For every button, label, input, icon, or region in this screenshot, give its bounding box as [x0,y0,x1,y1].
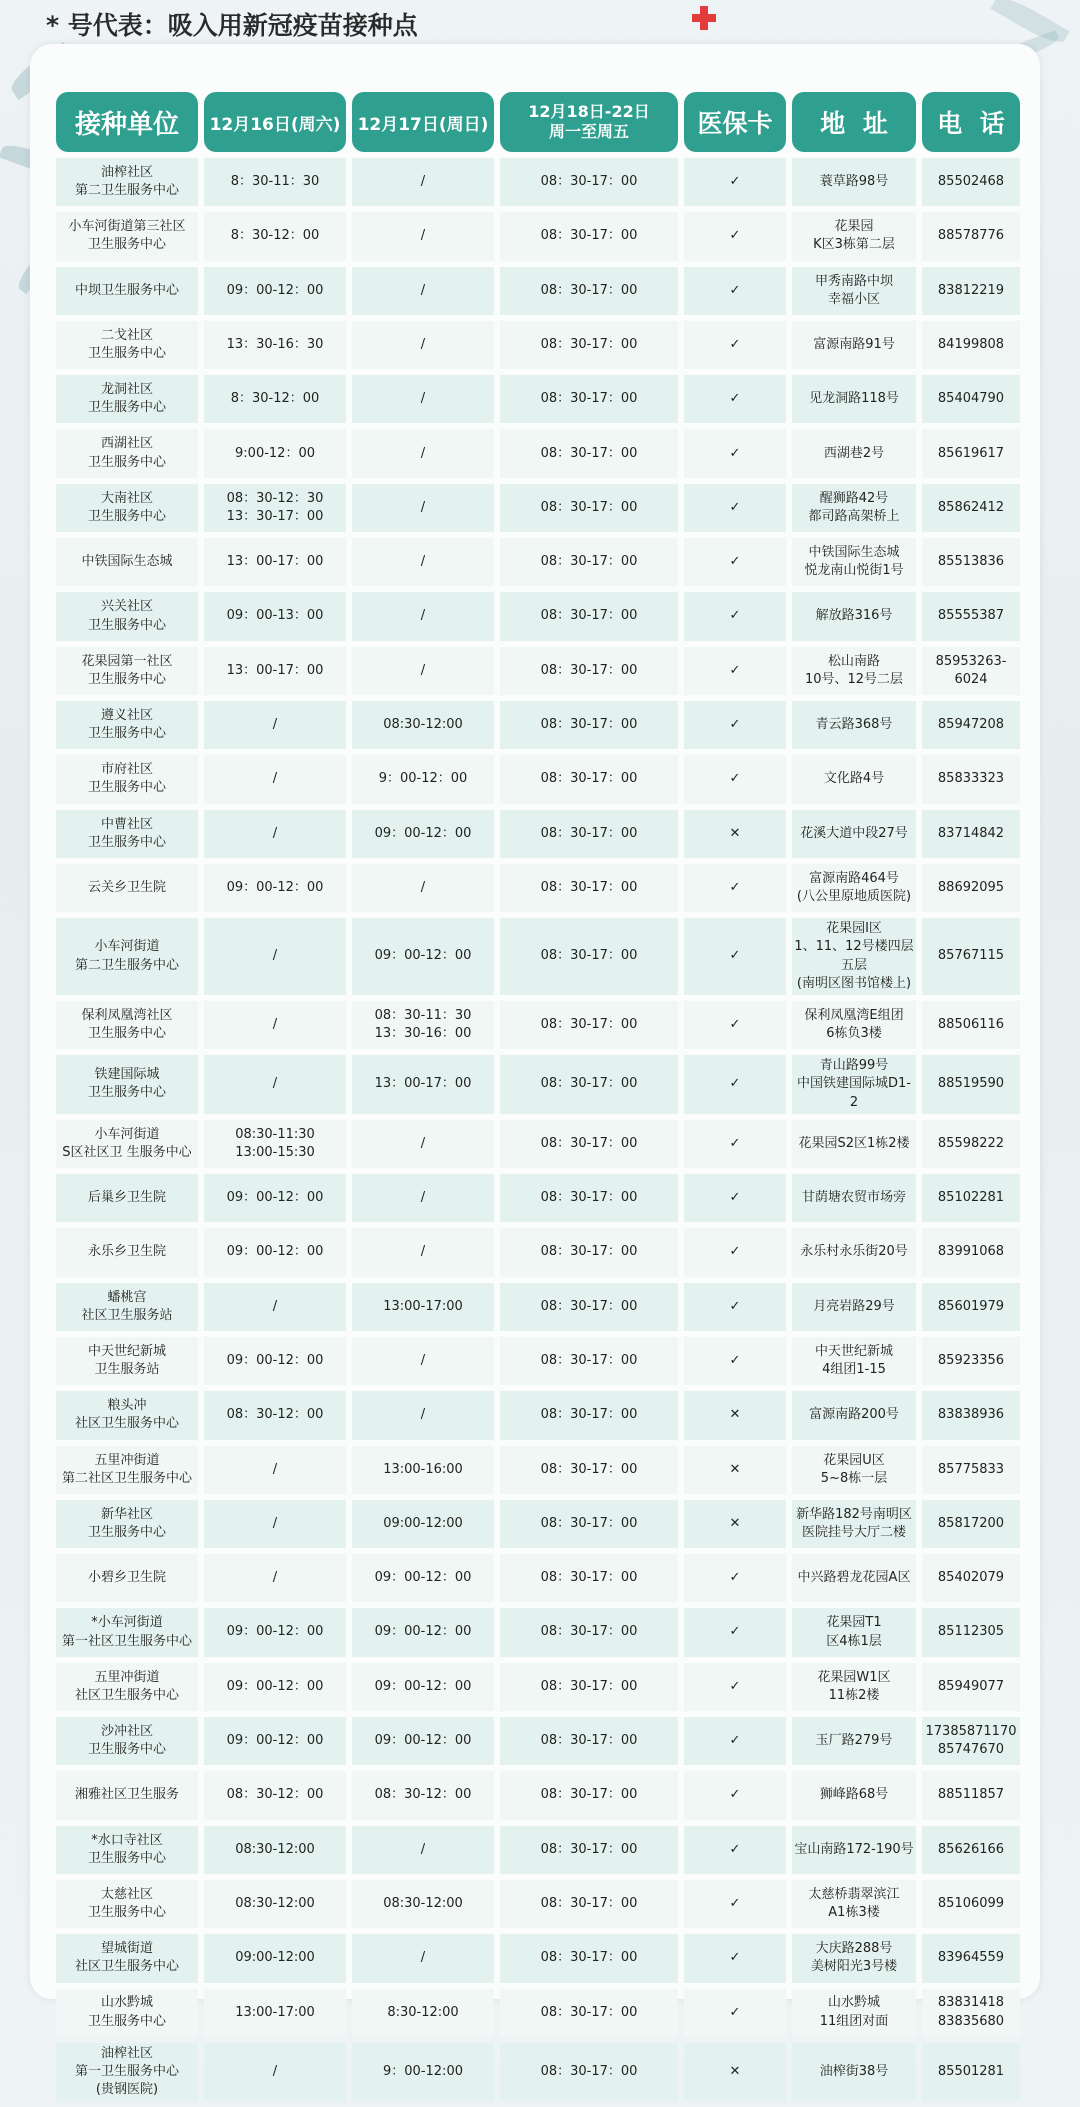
cell-dec17-hours: / [352,484,494,532]
cell-insurance-card: ✓ [684,1228,786,1276]
cell-address: 山水黔城 11组团对面 [792,1989,916,2037]
table-row [56,1663,1020,1711]
cell-dec16-hours: 09:00-12:00 [204,1934,346,1982]
cell-unit: 市府社区 卫生服务中心 [56,755,198,803]
table-row [56,321,1020,369]
cell-insurance-card: ✓ [684,1337,786,1385]
cell-insurance-card: ✓ [684,267,786,315]
cell-insurance-card: ✓ [684,1934,786,1982]
cell-weekday-hours: 08：30-17：00 [500,158,678,206]
cell-address: 油榨街38号 [792,2043,916,2102]
cell-weekday-hours: 08：30-17：00 [500,1717,678,1765]
cell-dec17-hours: / [352,158,494,206]
cell-insurance-card: ✓ [684,158,786,206]
cell-phone: 83812219 [922,267,1020,315]
cell-unit: 山水黔城 卫生服务中心 [56,1989,198,2037]
cell-phone: 83831418 83835680 [922,1989,1020,2037]
column-header-unit: 接种单位 [56,92,198,152]
vaccination-schedule-table [50,86,1026,2107]
cell-phone: 85502468 [922,158,1020,206]
cell-phone: 84199808 [922,321,1020,369]
cell-weekday-hours: 08：30-17：00 [500,1934,678,1982]
cell-dec16-hours: 09：00-12：00 [204,267,346,315]
cell-insurance-card: ✕ [684,1500,786,1548]
cell-dec16-hours: 08:30-11:30 13:00-15:30 [204,1120,346,1168]
cell-dec16-hours: 09：00-12：00 [204,1337,346,1385]
cell-dec16-hours: 09：00-12：00 [204,1174,346,1222]
cell-address: 醒狮路42号 都司路高架桥上 [792,484,916,532]
cell-dec17-hours: / [352,1120,494,1168]
cell-weekday-hours: 08：30-17：00 [500,484,678,532]
table-row [56,1174,1020,1222]
cell-phone: 85402079 [922,1554,1020,1602]
cell-dec16-hours: / [204,1554,346,1602]
cell-insurance-card: ✓ [684,429,786,477]
cell-dec16-hours: 13:00-17:00 [204,1989,346,2037]
cell-address: 宝山南路172-190号 [792,1826,916,1874]
cell-dec17-hours: / [352,1228,494,1276]
cell-address: 中兴路碧龙花园A区 [792,1554,916,1602]
cell-weekday-hours: 08：30-17：00 [500,1446,678,1494]
cell-dec17-hours: 08：30-12：00 [352,1771,494,1819]
cell-phone: 85953263-6024 [922,647,1020,695]
cell-address: 保利凤凰湾E组团 6栋负3楼 [792,1001,916,1049]
cell-dec17-hours: 08：30-11：30 13：30-16：00 [352,1001,494,1049]
cell-weekday-hours: 08：30-17：00 [500,429,678,477]
cell-insurance-card: ✓ [684,918,786,995]
cell-weekday-hours: 08：30-17：00 [500,592,678,640]
schedule-card [30,44,1040,2098]
cell-unit: 沙冲社区 卫生服务中心 [56,1717,198,1765]
cell-unit: 五里冲街道 社区卫生服务中心 [56,1663,198,1711]
table-row [56,1880,1020,1928]
cell-phone: 85833323 [922,755,1020,803]
cell-dec17-hours: 09:00-12:00 [352,1500,494,1548]
cell-unit: 小碧乡卫生院 [56,1554,198,1602]
cell-weekday-hours: 08：30-17：00 [500,1771,678,1819]
cell-unit: 永乐乡卫生院 [56,1228,198,1276]
cell-address: 花果园W1区 11栋2楼 [792,1663,916,1711]
table-row [56,918,1020,995]
cell-address: 中天世纪新城 4组团1-15 [792,1337,916,1385]
table-row [56,810,1020,858]
table-row [56,592,1020,640]
cell-dec16-hours: 8：30-12：00 [204,375,346,423]
cell-dec16-hours: 09：00-12：00 [204,1228,346,1276]
cell-weekday-hours: 08：30-17：00 [500,1055,678,1114]
cell-unit: 中曹社区 卫生服务中心 [56,810,198,858]
cell-dec17-hours: 09：00-12：00 [352,1663,494,1711]
table-row [56,2043,1020,2102]
table-row [56,1500,1020,1548]
table-row [56,647,1020,695]
cell-insurance-card: ✓ [684,1283,786,1331]
cell-unit: *小车河街道 第一社区卫生服务中心 [56,1608,198,1656]
cell-insurance-card: ✓ [684,1771,786,1819]
cell-phone: 17385871170 85747670 [922,1717,1020,1765]
table-body [56,158,1020,2101]
cell-dec16-hours: 09：00-12：00 [204,864,346,912]
cell-dec17-hours: 09：00-12：00 [352,918,494,995]
cell-phone: 85775833 [922,1446,1020,1494]
cell-weekday-hours: 08：30-17：00 [500,647,678,695]
cell-weekday-hours: 08：30-17：00 [500,1337,678,1385]
cell-address: 富源南路200号 [792,1391,916,1439]
cell-insurance-card: ✕ [684,1391,786,1439]
cell-dec17-hours: / [352,1174,494,1222]
cell-address: 花果园U区 5~8栋一层 [792,1446,916,1494]
cell-dec17-hours: / [352,647,494,695]
cell-phone: 88578776 [922,212,1020,260]
cell-address: 狮峰路68号 [792,1771,916,1819]
cell-insurance-card: ✓ [684,1055,786,1114]
column-header-dec18-22: 12月18日-22日 周一至周五 [500,92,678,152]
cell-unit: 油榨社区 第一卫生服务中心 (贵钢医院) [56,2043,198,2102]
table-row [56,158,1020,206]
cell-dec16-hours: / [204,1446,346,1494]
cell-phone: 85513836 [922,538,1020,586]
cell-dec17-hours: / [352,267,494,315]
table-row [56,1055,1020,1114]
table-row [56,429,1020,477]
cell-address: 青山路99号 中国铁建国际城D1-2 [792,1055,916,1114]
cell-insurance-card: ✓ [684,538,786,586]
cell-dec17-hours: 09：00-12：00 [352,1608,494,1656]
cell-unit: 湘雅社区卫生服务 [56,1771,198,1819]
table-row [56,1826,1020,1874]
cell-address: 甲秀南路中坝 幸福小区 [792,267,916,315]
cell-dec16-hours: 08：30-12：00 [204,1391,346,1439]
cell-insurance-card: ✓ [684,1608,786,1656]
cell-dec16-hours: 09：00-13：00 [204,592,346,640]
cell-dec16-hours: / [204,1283,346,1331]
cell-address: 富源南路464号 (八公里原地质医院) [792,864,916,912]
cell-phone: 85404790 [922,375,1020,423]
column-header-phone: 电 话 [922,92,1020,152]
cell-phone: 85817200 [922,1500,1020,1548]
cell-unit: 云关乡卫生院 [56,864,198,912]
cell-weekday-hours: 08：30-17：00 [500,212,678,260]
cell-address: 花果园 K区3栋第二层 [792,212,916,260]
cell-unit: 粮头冲 社区卫生服务中心 [56,1391,198,1439]
cell-insurance-card: ✓ [684,1880,786,1928]
table-row [56,1554,1020,1602]
cell-weekday-hours: 08：30-17：00 [500,864,678,912]
cell-address: 青云路368号 [792,701,916,749]
cell-insurance-card: ✓ [684,212,786,260]
cell-unit: 小车河街道 S区社区卫 生服务中心 [56,1120,198,1168]
cell-weekday-hours: 08：30-17：00 [500,2043,678,2102]
cell-address: 解放路316号 [792,592,916,640]
cell-dec17-hours: / [352,375,494,423]
cell-address: 花果园S2区1栋2楼 [792,1120,916,1168]
cell-address: 蓑草路98号 [792,158,916,206]
cell-address: 大庆路288号 美树阳光3号楼 [792,1934,916,1982]
table-row [56,701,1020,749]
cell-phone: 88506116 [922,1001,1020,1049]
cell-address: 西湖巷2号 [792,429,916,477]
cell-insurance-card: ✓ [684,1826,786,1874]
cell-dec16-hours: 13：00-17：00 [204,538,346,586]
cell-dec16-hours: 8：30-12：00 [204,212,346,260]
cell-weekday-hours: 08：30-17：00 [500,918,678,995]
table-row [56,864,1020,912]
cell-weekday-hours: 08：30-17：00 [500,1001,678,1049]
table-row [56,484,1020,532]
cell-dec16-hours: / [204,755,346,803]
cell-phone: 83991068 [922,1228,1020,1276]
cell-dec17-hours: 09：00-12：00 [352,1554,494,1602]
cell-dec16-hours: / [204,1055,346,1114]
column-header-dec16: 12月16日(周六) [204,92,346,152]
table-row [56,1934,1020,1982]
cell-dec16-hours: / [204,2043,346,2102]
cell-unit: 望城街道 社区卫生服务中心 [56,1934,198,1982]
cell-unit: 太慈社区 卫生服务中心 [56,1880,198,1928]
cell-phone: 85767115 [922,918,1020,995]
cell-unit: 大南社区 卫生服务中心 [56,484,198,532]
cell-dec17-hours: / [352,1934,494,1982]
cell-dec17-hours: / [352,1337,494,1385]
cell-phone: 85112305 [922,1608,1020,1656]
cell-weekday-hours: 08：30-17：00 [500,1283,678,1331]
cell-dec16-hours: / [204,1500,346,1548]
legend-note: * 号代表：吸入用新冠疫苗接种点 [46,11,418,40]
cell-phone: 83838936 [922,1391,1020,1439]
table-row [56,1446,1020,1494]
cell-dec17-hours: 8:30-12:00 [352,1989,494,2037]
cell-phone: 85106099 [922,1880,1020,1928]
cell-phone: 88519590 [922,1055,1020,1114]
cell-dec17-hours: 13：00-17：00 [352,1055,494,1114]
cell-address: 永乐村永乐街20号 [792,1228,916,1276]
table-row [56,755,1020,803]
cell-insurance-card: ✓ [684,701,786,749]
cell-weekday-hours: 08：30-17：00 [500,1174,678,1222]
cell-dec16-hours: / [204,701,346,749]
cell-address: 新华路182号南明区 医院挂号大厅二楼 [792,1500,916,1548]
cell-weekday-hours: 08：30-17：00 [500,701,678,749]
cell-phone: 85949077 [922,1663,1020,1711]
cell-address: 见龙洞路118号 [792,375,916,423]
cell-address: 月亮岩路29号 [792,1283,916,1331]
cell-dec16-hours: 09：00-12：00 [204,1663,346,1711]
cell-phone: 88511857 [922,1771,1020,1819]
cell-dec17-hours: 9：00-12：00 [352,755,494,803]
cell-address: 富源南路91号 [792,321,916,369]
cell-weekday-hours: 08：30-17：00 [500,810,678,858]
cell-unit: 保利凤凰湾社区 卫生服务中心 [56,1001,198,1049]
cell-phone: 83964559 [922,1934,1020,1982]
column-header-dec17: 12月17日(周日) [352,92,494,152]
cell-unit: *水口寺社区 卫生服务中心 [56,1826,198,1874]
cell-unit: 小车河街道第三社区 卫生服务中心 [56,212,198,260]
cell-dec17-hours: / [352,321,494,369]
cell-weekday-hours: 08：30-17：00 [500,321,678,369]
cell-dec16-hours: / [204,1001,346,1049]
table-row [56,1228,1020,1276]
cell-dec17-hours: / [352,1391,494,1439]
cell-insurance-card: ✓ [684,1663,786,1711]
table-row [56,212,1020,260]
cell-dec17-hours: 09：00-12：00 [352,810,494,858]
cell-dec17-hours: 9：00-12:00 [352,2043,494,2102]
cell-unit: 中铁国际生态城 [56,538,198,586]
cell-dec16-hours: 09：00-12：00 [204,1608,346,1656]
cell-phone: 85598222 [922,1120,1020,1168]
cell-insurance-card: ✕ [684,1446,786,1494]
table-row [56,1608,1020,1656]
cell-insurance-card: ✓ [684,484,786,532]
cell-phone: 85619617 [922,429,1020,477]
cell-unit: 花果园第一社区 卫生服务中心 [56,647,198,695]
cell-dec16-hours: / [204,810,346,858]
cell-weekday-hours: 08：30-17：00 [500,1663,678,1711]
cell-dec16-hours: 08：30-12：00 [204,1771,346,1819]
cell-dec17-hours: / [352,1826,494,1874]
cell-insurance-card: ✓ [684,1989,786,2037]
cell-phone: 85947208 [922,701,1020,749]
table-row [56,1120,1020,1168]
cell-phone: 85923356 [922,1337,1020,1385]
cell-dec17-hours: 13:00-17:00 [352,1283,494,1331]
cell-address: 松山南路 10号、12号二层 [792,647,916,695]
cell-weekday-hours: 08：30-17：00 [500,1120,678,1168]
cell-unit: 小车河街道 第二卫生服务中心 [56,918,198,995]
cell-unit: 油榨社区 第二卫生服务中心 [56,158,198,206]
cell-address: 玉厂路279号 [792,1717,916,1765]
cell-insurance-card: ✓ [684,864,786,912]
cell-insurance-card: ✓ [684,1554,786,1602]
cell-weekday-hours: 08：30-17：00 [500,1989,678,2037]
cell-unit: 西湖社区 卫生服务中心 [56,429,198,477]
cell-insurance-card: ✓ [684,1174,786,1222]
table-row [56,538,1020,586]
cell-weekday-hours: 08：30-17：00 [500,1391,678,1439]
cell-phone: 83714842 [922,810,1020,858]
cell-dec17-hours: 08:30-12:00 [352,701,494,749]
cell-address: 太慈桥翡翠滨江 A1栋3楼 [792,1880,916,1928]
cell-dec16-hours: 09：00-12：00 [204,1717,346,1765]
cell-dec16-hours: 9:00-12：00 [204,429,346,477]
red-cross-icon [690,4,718,32]
cell-address: 甘荫塘农贸市场旁 [792,1174,916,1222]
cell-dec17-hours: / [352,538,494,586]
cell-weekday-hours: 08：30-17：00 [500,1554,678,1602]
cell-dec16-hours: 08:30-12:00 [204,1826,346,1874]
cell-dec17-hours: / [352,212,494,260]
cell-insurance-card: ✓ [684,1120,786,1168]
cell-insurance-card: ✓ [684,1717,786,1765]
column-header-address: 地 址 [792,92,916,152]
cell-address: 花溪大道中段27号 [792,810,916,858]
cell-weekday-hours: 08：30-17：00 [500,1500,678,1548]
cell-insurance-card: ✓ [684,647,786,695]
cell-unit: 铁建国际城 卫生服务中心 [56,1055,198,1114]
cell-unit: 后巢乡卫生院 [56,1174,198,1222]
header-row [56,92,1020,152]
cell-weekday-hours: 08：30-17：00 [500,1608,678,1656]
cell-unit: 二戈社区 卫生服务中心 [56,321,198,369]
cell-phone: 85862412 [922,484,1020,532]
cell-phone: 85626166 [922,1826,1020,1874]
cell-unit: 龙洞社区 卫生服务中心 [56,375,198,423]
table-row [56,1717,1020,1765]
cell-dec17-hours: / [352,429,494,477]
cell-unit: 中天世纪新城 卫生服务站 [56,1337,198,1385]
column-header-insurance-card: 医保卡 [684,92,786,152]
cell-unit: 五里冲街道 第二社区卫生服务中心 [56,1446,198,1494]
table-row [56,1337,1020,1385]
table-row [56,1989,1020,2037]
cell-dec17-hours: / [352,864,494,912]
cell-insurance-card: ✓ [684,321,786,369]
cell-insurance-card: ✕ [684,810,786,858]
cell-phone: 85601979 [922,1283,1020,1331]
cell-weekday-hours: 08：30-17：00 [500,1826,678,1874]
cell-address: 花果园I区 1、11、12号楼四层五层 (南明区图书馆楼上) [792,918,916,995]
cell-dec17-hours: 09：00-12：00 [352,1717,494,1765]
cell-unit: 中坝卫生服务中心 [56,267,198,315]
cell-unit: 兴关社区 卫生服务中心 [56,592,198,640]
cell-address: 文化路4号 [792,755,916,803]
cell-weekday-hours: 08：30-17：00 [500,267,678,315]
table-row [56,375,1020,423]
cell-unit: 新华社区 卫生服务中心 [56,1500,198,1548]
cell-insurance-card: ✓ [684,755,786,803]
table-row [56,267,1020,315]
cell-phone: 85102281 [922,1174,1020,1222]
cell-dec16-hours: 08:30-12:00 [204,1880,346,1928]
cell-dec16-hours: 13：30-16：30 [204,321,346,369]
cell-dec16-hours: 13：00-17：00 [204,647,346,695]
cell-weekday-hours: 08：30-17：00 [500,538,678,586]
cell-address: 中铁国际生态城 悦龙南山悦街1号 [792,538,916,586]
cell-dec16-hours: 8：30-11：30 [204,158,346,206]
cell-insurance-card: ✕ [684,2043,786,2102]
cell-address: 花果园T1 区4栋1层 [792,1608,916,1656]
cell-dec17-hours: / [352,592,494,640]
cell-dec17-hours: 08:30-12:00 [352,1880,494,1928]
table-row [56,1001,1020,1049]
cell-weekday-hours: 08：30-17：00 [500,755,678,803]
cell-dec16-hours: / [204,918,346,995]
cell-weekday-hours: 08：30-17：00 [500,375,678,423]
cell-insurance-card: ✓ [684,375,786,423]
cell-unit: 蟠桃宫 社区卫生服务站 [56,1283,198,1331]
cell-weekday-hours: 08：30-17：00 [500,1880,678,1928]
cell-insurance-card: ✓ [684,1001,786,1049]
cell-weekday-hours: 08：30-17：00 [500,1228,678,1276]
cell-unit: 遵义社区 卫生服务中心 [56,701,198,749]
table-row [56,1771,1020,1819]
cell-phone: 88692095 [922,864,1020,912]
cell-phone: 85501281 [922,2043,1020,2102]
cell-dec16-hours: 08：30-12：30 13：30-17：00 [204,484,346,532]
table-row [56,1391,1020,1439]
table-row [56,1283,1020,1331]
cell-insurance-card: ✓ [684,592,786,640]
cell-phone: 85555387 [922,592,1020,640]
cell-dec17-hours: 13:00-16:00 [352,1446,494,1494]
